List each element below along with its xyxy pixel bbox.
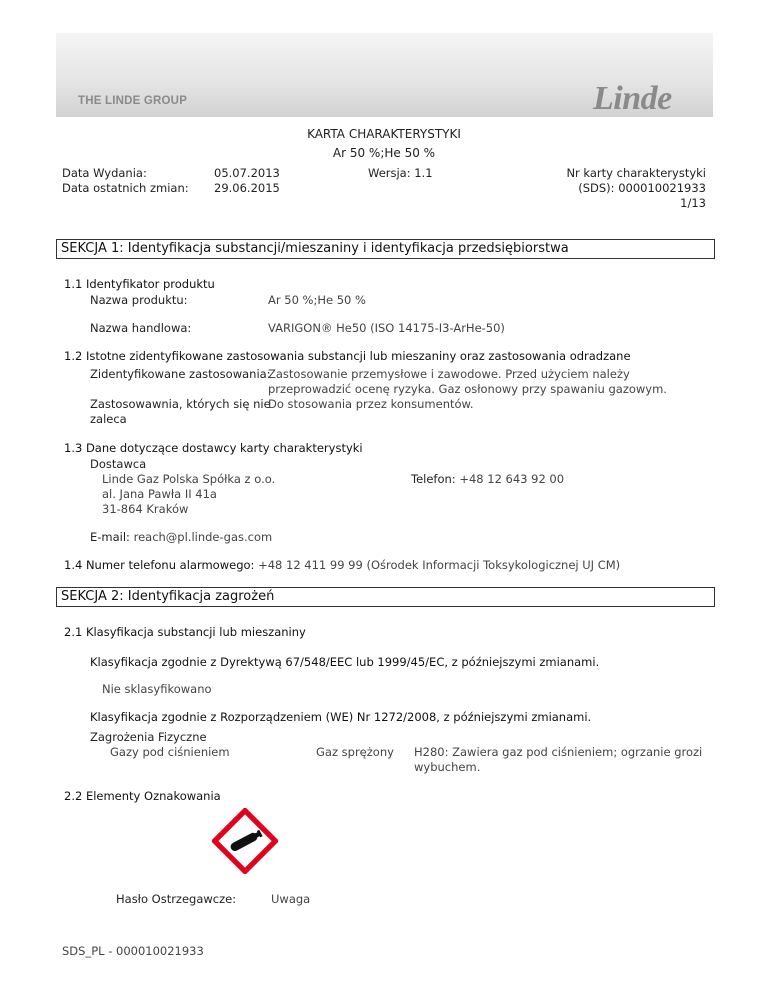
emergency-label: 1.4 Numer telefonu alarmowego: bbox=[64, 558, 255, 572]
section-2-header: SEKCJA 2: Identyfikacja zagrożeń bbox=[56, 587, 715, 607]
not-recommended-label-1: Zastosowawnia, których się nie bbox=[90, 397, 271, 411]
email-row bbox=[90, 530, 272, 544]
clp-heading: Klasyfikacja zgodnie z Rozporządzeniem (WE) Nr 1272/2008, z późniejszymi zmianami. bbox=[90, 710, 592, 724]
not-recommended-label-2: zaleca bbox=[90, 412, 127, 426]
phone-label: Telefon: bbox=[411, 472, 456, 486]
version: Wersja: 1.1 bbox=[368, 166, 433, 180]
subsection-1-3: 1.3 Dane dotyczące dostawcy karty charakterystyki bbox=[64, 441, 363, 455]
sds-number: (SDS): 000010021933 bbox=[578, 181, 706, 195]
issue-date: 05.07.2013 bbox=[214, 166, 280, 180]
supplier-label: Dostawca bbox=[90, 457, 147, 471]
emergency-row bbox=[64, 558, 620, 572]
issue-date-label: Data Wydania: bbox=[62, 166, 147, 180]
uses-label: Zidentyfikowane zastosowania: bbox=[90, 367, 271, 381]
email-label: E-mail: bbox=[90, 530, 130, 544]
group-name: THE LINDE GROUP bbox=[78, 95, 188, 107]
not-recommended: Do stosowania przez konsumentów. bbox=[268, 397, 474, 411]
revision-date-label: Data ostatnich zmian: bbox=[62, 181, 189, 195]
page-number: 1/13 bbox=[680, 196, 706, 210]
hazard-statement-1: H280: Zawiera gaz pod ciśnieniem; ogrzanie grozi bbox=[414, 745, 703, 759]
signal-word: Uwaga bbox=[271, 892, 311, 906]
brand-logo: Linde bbox=[593, 80, 672, 117]
hazard-category: Gaz sprężony bbox=[316, 745, 394, 759]
trade-name-label: Nazwa handlowa: bbox=[90, 321, 192, 335]
subsection-2-2: 2.2 Elementy Oznakowania bbox=[64, 789, 221, 803]
uses-line-1: Zastosowanie przemysłowe i zawodowe. Przed użyciem należy bbox=[268, 367, 630, 381]
doc-title: KARTA CHARAKTERYSTYKI bbox=[307, 127, 461, 141]
emergency-phone: +48 12 411 99 99 (Ośrodek Informacji Toksykologicznej UJ CM) bbox=[258, 558, 621, 572]
hazards-heading: Zagrożenia Fizyczne bbox=[90, 730, 207, 744]
phone-row bbox=[411, 472, 564, 486]
dsd-value: Nie sklasyfikowano bbox=[102, 682, 212, 696]
gas-cylinder-pictogram-icon bbox=[212, 808, 278, 874]
subsection-1-2: 1.2 Istotne zidentyfikowane zastosowania substancji lub mieszaniny oraz zastosowania odradzane bbox=[64, 349, 631, 363]
supplier-city: 31-864 Kraków bbox=[102, 502, 189, 516]
footer-doc-code: SDS_PL - 000010021933 bbox=[62, 944, 204, 958]
email-link[interactable]: reach@pl.linde-gas.com bbox=[133, 530, 273, 544]
subsection-2-1: 2.1 Klasyfikacja substancji lub mieszaniny bbox=[64, 625, 306, 639]
section-1-header: SEKCJA 1: Identyfikacja substancji/mieszaniny i identyfikacja przedsiębiorstwa bbox=[56, 239, 715, 259]
product-name-label: Nazwa produktu: bbox=[90, 293, 188, 307]
signal-word-label: Hasło Ostrzegawcze: bbox=[116, 892, 237, 906]
phone-number: +48 12 643 92 00 bbox=[459, 472, 565, 486]
supplier-street: al. Jana Pawła II 41a bbox=[102, 487, 217, 501]
supplier-name: Linde Gaz Polska Spółka z o.o. bbox=[102, 472, 276, 486]
hazard-statement-2: wybuchem. bbox=[414, 760, 481, 774]
subsection-1-1: 1.1 Identyfikator produktu bbox=[64, 277, 215, 291]
revision-date: 29.06.2015 bbox=[214, 181, 280, 195]
hazard-class: Gazy pod ciśnieniem bbox=[110, 745, 230, 759]
trade-name: VARIGON® He50 (ISO 14175-I3-ArHe-50) bbox=[268, 321, 505, 335]
dsd-heading: Klasyfikacja zgodnie z Dyrektywą 67/548/EEC lub 1999/45/EC, z późniejszymi zmianami. bbox=[90, 655, 600, 669]
header-banner bbox=[56, 33, 713, 117]
product-name: Ar 50 %;He 50 % bbox=[268, 293, 366, 307]
product-title: Ar 50 %;He 50 % bbox=[332, 146, 436, 160]
uses-line-2: przeprowadzić ocenę ryzyka. Gaz osłonowy przy spawaniu gazowym. bbox=[268, 382, 667, 396]
sds-label: Nr karty charakterystyki bbox=[566, 166, 706, 180]
